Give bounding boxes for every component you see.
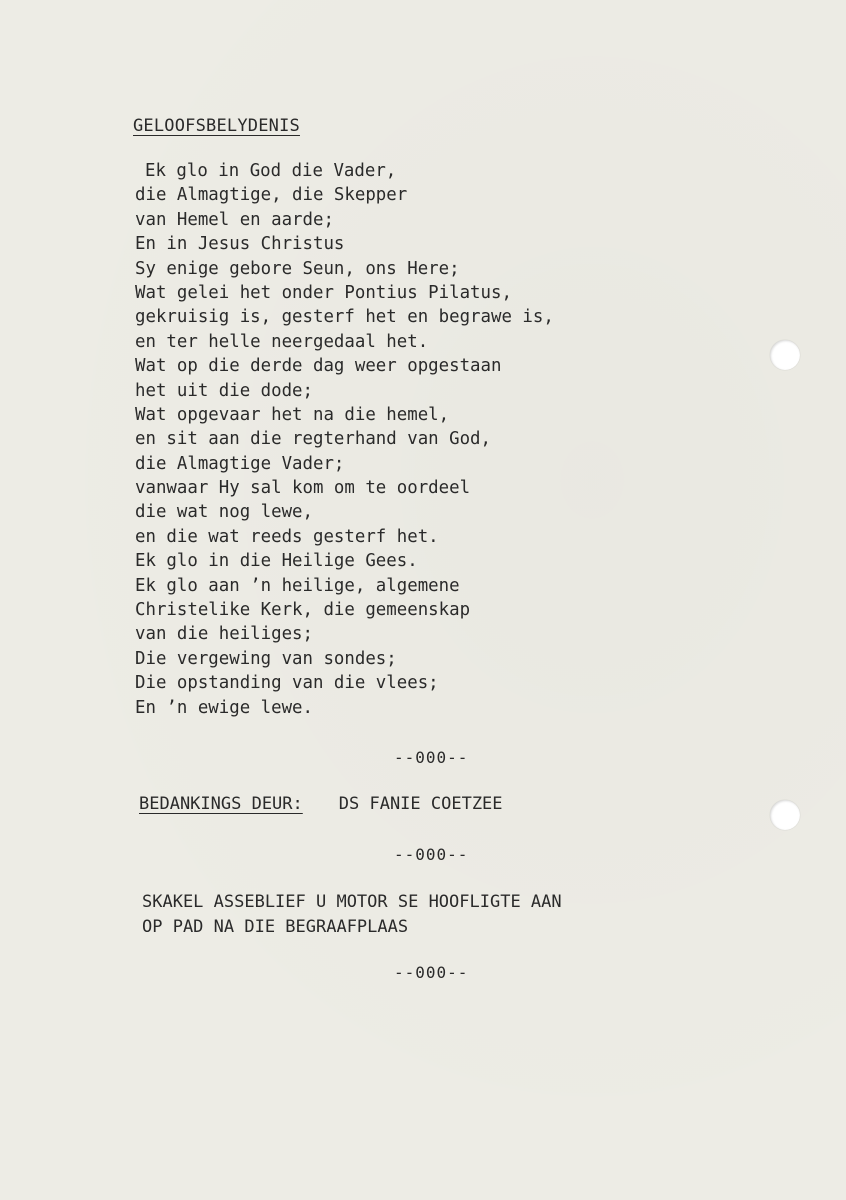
separator: --000--	[394, 845, 469, 864]
punch-hole	[770, 800, 800, 830]
creed-line: Ek glo aan ’n heilige, algemene	[135, 575, 460, 596]
creed-line: Ek glo in die Heilige Gees.	[135, 551, 418, 572]
creed-line: Ek glo in God die Vader,	[145, 161, 397, 181]
creed-line: gekruisig is, gesterf het en begrawe is,	[135, 307, 554, 328]
creed-line: en sit aan die regterhand van God,	[135, 429, 491, 450]
separator: --000--	[394, 963, 469, 982]
creed-text	[135, 159, 554, 720]
creed-line: Wat op die derde dag weer opgestaan	[135, 356, 502, 377]
creed-heading: GELOOFSBELYDENIS	[133, 116, 300, 136]
creed-line: Die vergewing van sondes;	[135, 648, 397, 669]
creed-line: en ter helle neergedaal het.	[135, 331, 429, 352]
creed-line: En in Jesus Christus	[135, 234, 345, 255]
creed-line: En ’n ewige lewe.	[135, 697, 313, 718]
notice-line: OP PAD NA DIE BEGRAAFPLAAS	[142, 917, 409, 937]
creed-line: Wat gelei het onder Pontius Pilatus,	[135, 282, 512, 303]
thanks-line	[139, 794, 503, 814]
creed-line: van Hemel en aarde;	[135, 209, 334, 230]
creed-line: en die wat reeds gesterf het.	[135, 526, 439, 547]
creed-line: Wat opgevaar het na die hemel,	[135, 404, 450, 425]
creed-line: Christelike Kerk, die gemeenskap	[135, 600, 471, 621]
creed-line: van die heiliges;	[135, 624, 313, 645]
notice-line: SKAKEL ASSEBLIEF U MOTOR SE HOOFLIGTE AAN	[142, 892, 562, 912]
creed-line: het uit die dode;	[135, 380, 313, 401]
punch-hole	[770, 340, 800, 370]
thanks-name: DS FANIE COETZEE	[338, 794, 503, 814]
creed-line: die Almagtige, die Skepper	[135, 185, 408, 206]
creed-line: vanwaar Hy sal kom om te oordeel	[135, 478, 471, 499]
creed-line: die Almagtige Vader;	[135, 453, 345, 474]
headlights-notice	[142, 890, 562, 940]
creed-line: Sy enige gebore Seun, ons Here;	[135, 258, 460, 279]
thanks-label: BEDANKINGS DEUR:	[139, 794, 303, 814]
creed-line: die wat nog lewe,	[135, 502, 313, 523]
separator: --000--	[394, 748, 469, 767]
creed-line: Die opstanding van die vlees;	[135, 673, 439, 694]
